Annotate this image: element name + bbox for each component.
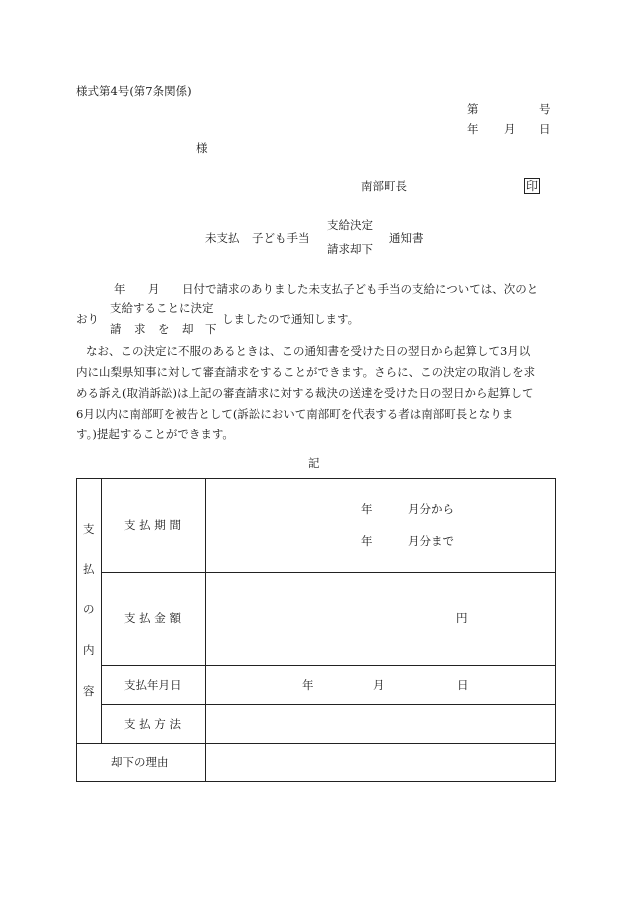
date-year: 年 [467, 122, 479, 136]
table-hline-4 [77, 743, 555, 744]
appeal-line-5: す。)提起することができます。 [76, 427, 234, 441]
body-choice-bottom-4: 却 [182, 322, 194, 336]
appeal-line-1: なお、この決定に不服のあるときは、この通知書を受けた日の翌日から起算して3月以 [86, 344, 531, 358]
period-to-year: 年 [361, 534, 373, 548]
appeal-line-2: 内に山梨県知事に対して審査請求をすることができます。さらに、この決定の取消しを求 [76, 365, 536, 379]
pay-date-day: 日 [457, 678, 469, 692]
period-from-year: 年 [361, 502, 373, 516]
body-choice-bottom-1: 請 [110, 322, 122, 336]
period-to-month: 月分まで [408, 534, 454, 548]
method-label: 支 払 方 法 [124, 717, 181, 731]
appeal-line-4: 6月以内に南部町を被告として(訴訟において南部町を代表する者は南部町長となりま [76, 407, 514, 421]
payment-details-table [76, 478, 556, 782]
issuer-title: 南部町長 [361, 179, 407, 193]
ki-heading: 記 [308, 456, 320, 470]
group-char-1: 支 [83, 522, 95, 536]
pay-date-month: 月 [373, 678, 385, 692]
pay-date-year: 年 [302, 678, 314, 692]
body-choice-bottom-3: を [158, 322, 170, 336]
group-char-5: 容 [83, 684, 95, 698]
form-label: 様式第4号(第7条関係) [76, 84, 192, 98]
period-label: 支 払 期 間 [124, 518, 181, 532]
period-from-month: 月分から [408, 502, 454, 516]
number-dai: 第 [467, 102, 479, 116]
doc-title-part2: 子ども手当 [252, 231, 310, 245]
table-hline-1 [101, 572, 555, 573]
appeal-line-3: める訴え(取消訴訟)は上記の審査請求に対する裁決の送達を受けた日の翌日から起算して [76, 386, 534, 400]
date-day: 日 [539, 122, 551, 136]
doc-title-part3: 通知書 [389, 231, 424, 245]
amount-unit: 円 [456, 611, 468, 625]
doc-title-part1: 未支払 [205, 231, 240, 245]
group-char-3: の [83, 602, 95, 616]
body-choice-top: 支給することに決定 [110, 301, 214, 315]
body-line2-prefix: おり [76, 312, 99, 326]
group-char-4: 内 [83, 643, 95, 657]
body-year: 年 [114, 282, 126, 296]
table-vline-label [205, 479, 206, 782]
doc-title-choice-top: 支給決定 [327, 218, 373, 232]
pay-date-label: 支払年月日 [124, 678, 182, 692]
doc-title-choice-bottom: 請求却下 [327, 242, 373, 256]
body-choice-bottom-2: 求 [134, 322, 146, 336]
table-hline-3 [101, 704, 555, 705]
group-char-2: 払 [83, 562, 95, 576]
body-month: 月 [148, 282, 160, 296]
body-choice-bottom-5: 下 [205, 322, 217, 336]
seal-mark: 印 [526, 179, 539, 193]
reason-label: 却下の理由 [111, 755, 169, 769]
body-line1: 日付で請求のありました未支払子ども手当の支給については、次のと [182, 282, 539, 296]
addressee-suffix: 様 [196, 141, 208, 155]
number-go: 号 [539, 102, 551, 116]
table-hline-2 [101, 665, 555, 666]
body-line2-suffix: しましたので通知します。 [222, 312, 360, 326]
date-month: 月 [504, 122, 516, 136]
amount-label: 支 払 金 額 [124, 611, 181, 625]
